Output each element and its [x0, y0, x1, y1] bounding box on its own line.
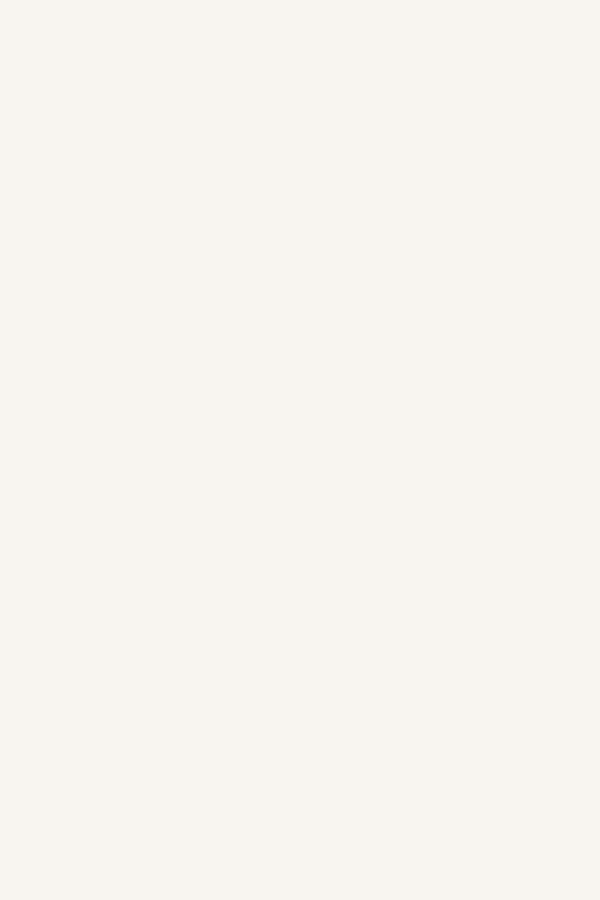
document-body — [68, 80, 558, 92]
